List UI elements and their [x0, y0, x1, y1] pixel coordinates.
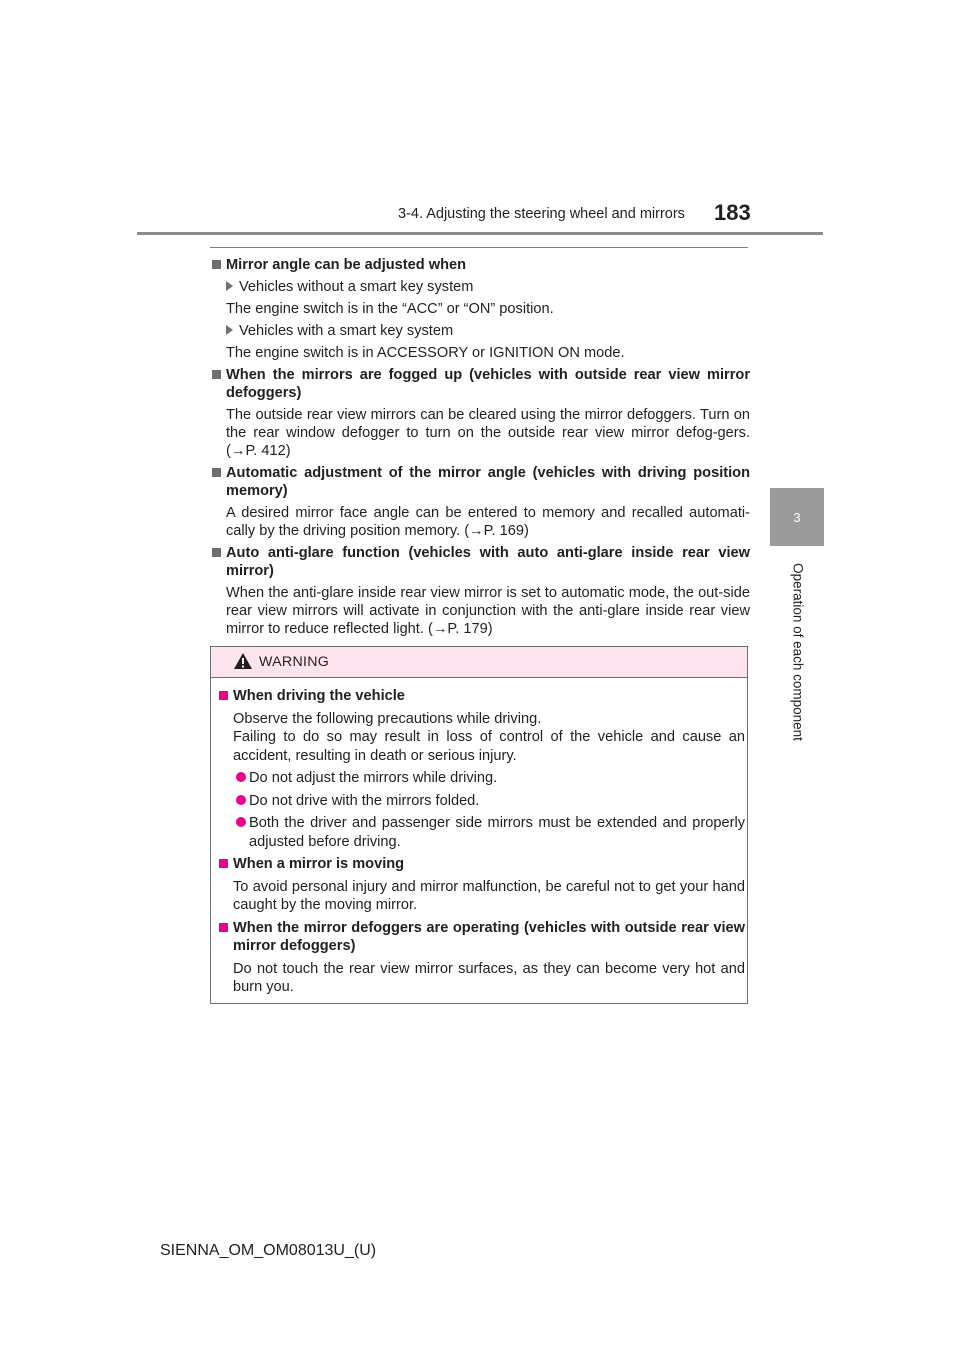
- chapter-label: Operation of each component: [790, 563, 806, 741]
- paragraph: Do not touch the rear view mirror surfaces, as they can become very hot and burn you.: [233, 960, 745, 995]
- paragraph: The engine switch is in the “ACC” or “ON” position.: [226, 301, 554, 317]
- warning-item-title: When a mirror is moving: [217, 855, 745, 874]
- arrow-right-icon: [226, 325, 233, 335]
- content-body: [210, 256, 750, 638]
- condition-arrow: Vehicles without a smart key system: [210, 278, 750, 296]
- paragraph: The engine switch is in ACCESSORY or IGNITION ON mode.: [226, 345, 625, 361]
- page-number: 183: [714, 200, 751, 225]
- warning-body: [217, 687, 745, 997]
- condition-arrow: Vehicles with a smart key system: [210, 322, 750, 340]
- item-title: Auto anti-glare function (vehicles with auto anti-glare inside rear view mirror): [210, 544, 750, 580]
- warning-bullet: Do not adjust the mirrors while driving.: [217, 769, 745, 788]
- square-bullet-icon: [212, 370, 221, 379]
- square-bullet-icon: [212, 260, 221, 269]
- warning-box: [210, 646, 748, 1004]
- chapter-tab[interactable]: [770, 488, 824, 546]
- paragraph: When the anti-glare inside rear view mirror is set to automatic mode, the out-side rear view mirrors will activate in conjunction with the anti-glare inside rear view mirror to reduce reflected light. (→P. 179): [226, 585, 750, 637]
- arrow-right-icon: [226, 281, 233, 291]
- square-bullet-icon: [219, 923, 228, 932]
- chapter-number: 3: [793, 510, 801, 525]
- warning-bullet: Both the driver and passenger side mirrors must be extended and properly adjusted before driving.: [217, 814, 745, 851]
- header-rule: [137, 232, 823, 235]
- document-code: SIENNA_OM_OM08013U_(U): [160, 1242, 377, 1259]
- paragraph: A desired mirror face angle can be entered to memory and recalled automati-cally by the driving position memory. (→P. 169): [226, 505, 750, 539]
- circle-bullet-icon: [236, 772, 246, 782]
- paragraph: To avoid personal injury and mirror malfunction, be careful not to get your hand caught by the moving mirror.: [233, 878, 745, 913]
- item-title: Mirror angle can be adjusted when: [210, 256, 750, 274]
- item-title: Automatic adjustment of the mirror angle (vehicles with driving position memory): [210, 464, 750, 500]
- square-bullet-icon: [212, 548, 221, 557]
- paragraph: Observe the following precautions while driving.: [233, 710, 542, 727]
- square-bullet-icon: [219, 691, 228, 700]
- warning-item-title: When driving the vehicle: [217, 687, 745, 706]
- circle-bullet-icon: [236, 817, 246, 827]
- warning-bullet: Do not drive with the mirrors folded.: [217, 792, 745, 811]
- paragraph: Failing to do so may result in loss of control of the vehicle and cause an accident, resulting in death or serious injury.: [233, 729, 745, 764]
- warning-triangle-icon: [233, 652, 253, 670]
- content-rule: [210, 247, 748, 248]
- square-bullet-icon: [219, 859, 228, 868]
- warning-label: WARNING: [259, 654, 330, 670]
- warning-item-title: When the mirror defoggers are operating (vehicles with outside rear view mirror defoggers): [217, 919, 745, 956]
- item-title: When the mirrors are fogged up (vehicles with outside rear view mirror defoggers): [210, 366, 750, 402]
- paragraph: The outside rear view mirrors can be cleared using the mirror defoggers. Turn on the rear window defogger to turn on the outside rear view mirror defog-gers. (→P. 412): [226, 407, 750, 459]
- section-title: 3-4. Adjusting the steering wheel and mirrors: [398, 206, 685, 222]
- warning-header: [211, 647, 747, 678]
- square-bullet-icon: [212, 468, 221, 477]
- circle-bullet-icon: [236, 795, 246, 805]
